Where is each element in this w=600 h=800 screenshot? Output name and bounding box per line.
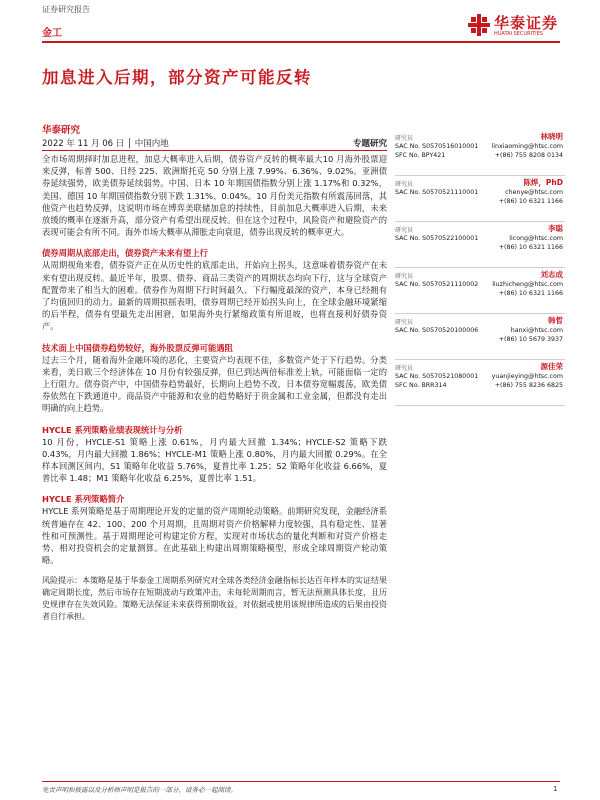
section-heading: HYCLE 系列策略简介: [42, 494, 125, 505]
analyst-email[interactable]: linxiaoming@htsc.com: [491, 143, 563, 150]
analyst-role: 研究员: [395, 227, 414, 234]
analyst-card: [395, 268, 565, 314]
analyst-role: 研究员: [395, 319, 414, 326]
analyst-phone: +(86) 755 8236 6825: [494, 382, 563, 389]
footer-divider: [42, 781, 560, 782]
section-paragraph: 10 月份，HYCLE-S1 策略上涨 0.61%，月内最大回撤 1.34%；HYCLE-S2 策略下跌 0.43%，月内最大回撤 1.86%；HYCLE-M1 策略上涨 0.80%，月内最大回撤 0.29%。在全样本回测区间内，S1 策略年化收益 5.76%，夏普比率 1.25；S2 策略年化收益 6.66%，夏普比率 1.48；M1 策略年化收益 6.25%，夏普比率 1.51。: [42, 436, 387, 484]
analyst-card: [395, 130, 565, 176]
analyst-card: [395, 176, 565, 222]
analyst-role: 研究员: [395, 365, 414, 372]
date-divider: [42, 150, 387, 151]
analyst-phone: +(86) 10 5679 3937: [498, 336, 563, 343]
series-label: 华泰研究: [42, 125, 81, 136]
section-paragraph: 过去三个月，随着海外金融环境的恶化，主要资产均表现不佳，多数资产处于下行趋势。分类来看，美日欧三个经济体在 10 月份有较强反弹，但已到达两倍标准差上轨，可能面临一定的上行阻力。债券资产中，中国债券趋势最好，长期向上趋势不改，日本债券宽幅震荡，欧美债券依然在下跌通道中。商品资产中能源和农业的趋势略好于贵金属和工业金属，但都没有走出明确的向上趋势。: [42, 354, 387, 414]
logo-mark-icon: [468, 14, 490, 36]
report-title: 加息进入后期，部分资产可能反转: [42, 68, 312, 87]
risk-warning: 风险提示：本策略是基于华泰金工周期系列研究对全球各类经济金融指标长达百年样本的实证结果确定周期长度，然后市场存在短期波动与政策冲击，未每轮周期而言，暂无法预测具体长度，且历史规律存在失效风险。策略无法保证未来获得预期收益，对依据或使用该规律所造成的后果由投资者自行承担。: [42, 576, 387, 622]
analyst-name: 韩晳: [548, 316, 563, 325]
section-paragraph: HYCLE 系列策略是基于周期理论开发的定量的资产周期轮动策略。前期研究发现，金融经济系统普遍存在 42、100、200 个月周期，且周期对资产价格解释力度较强，具有稳定性、显著性和可预测性。基于周期理论可构建定价方程，实现对市场状态的量化判断和对资产价格走势、相对投资机会的定量测算。在此基础上构建出周期策略模型，形成全球周期资产轮动策略。: [42, 506, 387, 566]
analyst-sac: SAC No. S0570520100006: [395, 327, 479, 334]
analyst-card: [395, 222, 565, 268]
analyst-sfc: SFC No. BRR314: [395, 382, 447, 389]
analyst-role: 研究员: [395, 181, 414, 188]
footer-disclaimer: 免责声明和披露以及分析师声明是报告的一部分，请务必一起阅读。: [42, 786, 237, 794]
analyst-name: 陈烨，PhD: [523, 178, 563, 187]
analyst-phone: +(86) 10 6321 1166: [498, 198, 563, 205]
logo-text-en: HUATAI SECURITIES: [494, 31, 543, 37]
analyst-phone: +(86) 10 6321 1166: [498, 290, 563, 297]
analyst-role: 研究员: [395, 135, 414, 142]
category-label: 金工: [42, 28, 62, 39]
analyst-panel: [395, 130, 565, 406]
summary-paragraph: 全市场周期择时加息进程，加息大概率进入后期，债券资产反转的概率最大10 月海外股票迎来反弹，标普 500、日经 225、欧洲斯托克 50 分别上涨 7.99%、6.36%、9.02%。亚洲债券延续强势，欧美债券延续弱势。中国、日本 10 年期国债指数分别上涨 1.17%和 0.32%，美国、德国 10 年期国债指数分别下跌 1.31%、0.04%。10 月份美元指数有所震荡回落，其他资产也趋势反弹，这说明市场在博弈美联储加息的持续性，目前加息大概率进入后期，未来放缓的概率在逐渐升高，部分资产有希望出现反转。但在这个过程中，风险资产和避险资产的表现可能会有所不同。海外市场大概率从滞胀走向衰退，债券出现反转的概率更大。: [42, 154, 387, 238]
analyst-sac: SAC No. S0570521110001: [395, 189, 479, 196]
analyst-sac: SAC No. S0570522100001: [395, 235, 479, 242]
brand-logo: [468, 12, 568, 40]
report-type-label: 证券研究报告: [42, 5, 90, 14]
section-heading: 技术面上中国债券趋势较好，海外股票反弹可能遇阻: [42, 342, 233, 353]
page-number: 1: [553, 785, 558, 793]
analyst-card: [395, 314, 565, 360]
analyst-email[interactable]: yuanjieying@htsc.com: [491, 373, 563, 380]
analyst-sfc: SFC No. BPY421: [395, 152, 446, 159]
analyst-sac: SAC No. S0570521110002: [395, 281, 479, 288]
analyst-name: 刘志成: [540, 270, 563, 279]
analyst-name: 林晓明: [540, 132, 563, 141]
analyst-email[interactable]: chenye@htsc.com: [505, 189, 563, 196]
main-body: [42, 153, 387, 623]
date-row: [42, 137, 387, 150]
analyst-phone: +(86) 10 6321 1166: [498, 244, 563, 251]
analyst-sac: SAC No. S0570521080001: [395, 373, 479, 380]
logo-text-cn: 华泰证券: [494, 14, 559, 32]
analyst-email[interactable]: licong@htsc.com: [509, 235, 563, 242]
analyst-name: 源佳荣: [540, 362, 563, 371]
report-kind: 专题研究: [352, 139, 387, 149]
header-divider: [42, 41, 560, 43]
analyst-role: 研究员: [395, 273, 414, 280]
analyst-email[interactable]: hanxi@htsc.com: [510, 327, 563, 334]
analyst-sac: SAC No. S0570516010001: [395, 143, 479, 150]
section-heading: HYCLE 系列策略业绩表现统计与分析: [42, 424, 183, 435]
analyst-name: 李聪: [548, 224, 563, 233]
analyst-email[interactable]: liuzhicheng@htsc.com: [492, 281, 563, 288]
analyst-card: [395, 360, 565, 406]
report-date: 2022 年 11 月 06 日 │ 中国内地: [42, 139, 169, 149]
section-paragraph: 从周期视角来看，债券资产正在从历史性的底部走出，开始向上拐头，这意味着债券资产在未来有望出现反转。最近半年，股票、债券、商品三类资产的周期状态均向下行，这与全球资产配置带来了相当大的困难。债券作为周期下行时间最久、下行幅度最深的资产，本身已经拥有了均值回归的动力。最新的周期拟摇表明，债券周期已经开始拐头向上，在全球金融环境紧缩的后半程，债券有望最先走出困窘，如果海外央行紧缩政策有所退坡，也将直接利好债券资产。: [42, 260, 387, 332]
analyst-phone: +(86) 755 8208 0134: [494, 152, 563, 159]
section-heading: 债券周期从底部走出，债券资产未来有望上行: [42, 248, 208, 259]
